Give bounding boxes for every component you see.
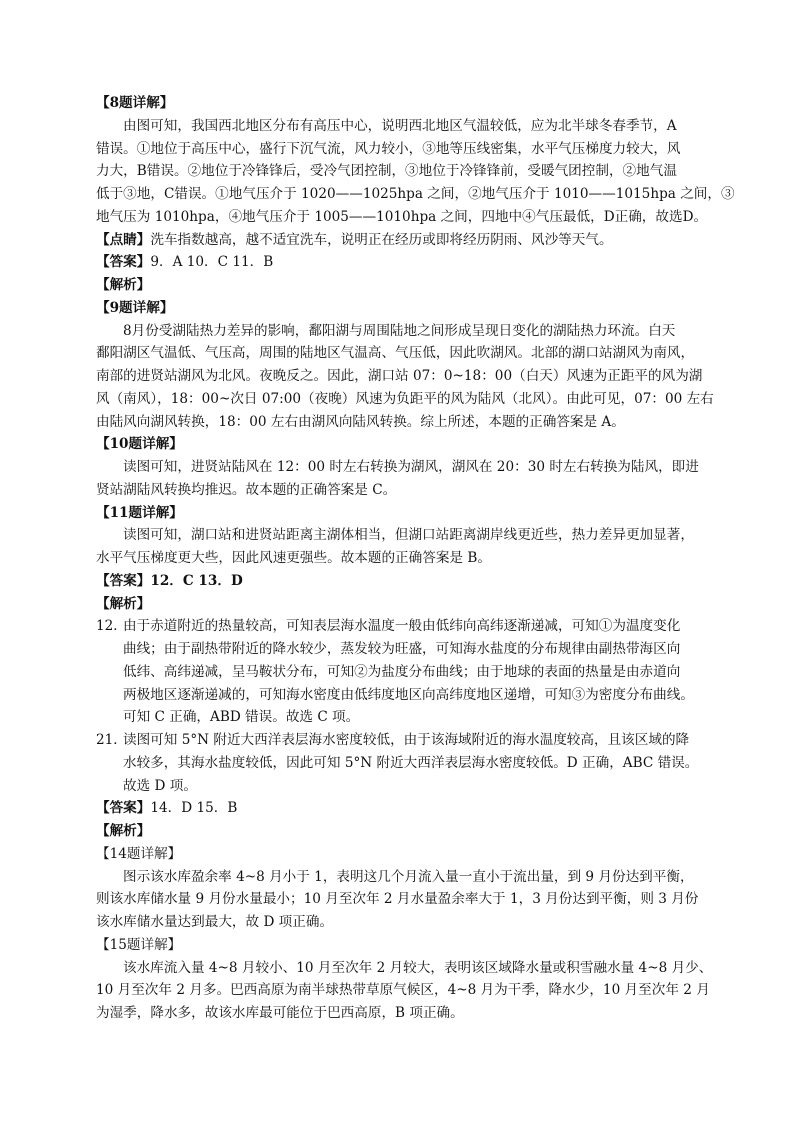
text-line xyxy=(96,638,708,661)
text-line xyxy=(96,570,708,593)
text-line xyxy=(96,911,708,934)
text-line xyxy=(96,1002,708,1025)
text-line xyxy=(96,706,708,729)
text-line xyxy=(96,92,708,115)
text-line xyxy=(96,479,708,502)
line-text: 图示该水库盈余率 4~8 月小于 1，表明这几个月流入量一直小于流出量，到 9 月份达到平衡， xyxy=(123,868,694,885)
line-text: 地气压为 1010hpa，④地气压介于 1005——1010hpa 之间，四地中④气压最低，D正确，故选D。 xyxy=(96,208,708,225)
text-line xyxy=(96,866,708,889)
line-text: 【解析】 xyxy=(96,595,151,612)
text-line xyxy=(96,433,708,456)
line-text: 低纬、高纬递减，呈马鞍状分布，可知②为盐度分布曲线；由于地球的表面的热量是由赤道向 xyxy=(123,663,681,680)
line-text: 由陆风向湖风转换，18：00 左右由湖风向陆风转换。综上所述，本题的正确答案是 A。 xyxy=(96,413,625,430)
text-line xyxy=(96,274,708,297)
line-text: 由图可知，我国西北地区分布有高压中心，说明西北地区气温较低，应为北半球冬春季节，A xyxy=(123,117,677,134)
text-line xyxy=(96,888,708,911)
line-text: 该水库流入量 4~8 月较小、10 月至次年 2 月较大，表明该区域降水量或积雪融水量 4~8 月少、 xyxy=(123,959,713,976)
line-text: 曲线；由于副热带附近的降水较少，蒸发较为旺盛，可知海水盐度的分布规律由副热带海区向 xyxy=(123,641,681,657)
item-number: 21． xyxy=(96,732,127,748)
text-line xyxy=(96,206,708,229)
answer-explanation-text xyxy=(96,92,735,1025)
line-text: 该水库储水量达到最大，故 D 项正确。 xyxy=(96,914,334,930)
section-label: 【点睛】 xyxy=(96,231,151,248)
line-text: 故选 D 项。 xyxy=(123,777,197,794)
text-line xyxy=(96,388,714,411)
line-text: 【14题详解】 xyxy=(96,845,182,862)
line-text: 南部的进贤站湖风为北风。夜晚反之。因此，湖口站 07：0~18：00（白天）风速为正距平的风为湖 xyxy=(96,368,703,384)
line-text: 【8题详解】 xyxy=(96,95,174,111)
line-text: 【解析】 xyxy=(96,277,151,293)
text-line xyxy=(96,661,708,684)
line-text: 【10题详解】 xyxy=(96,436,183,453)
line-text: 低于③地，C错误。①地气压介于 1020——1025hpa 之间，②地气压介于 1010——1015hpa 之间，③ xyxy=(96,186,735,202)
section-label: 【答案】 xyxy=(96,254,151,271)
line-text: 8月份受湖陆热力差异的影响，鄱阳湖与周围陆地之间形成呈现日变化的湖陆热力环流。白天 xyxy=(123,322,676,339)
text-line xyxy=(96,820,708,843)
text-line xyxy=(96,775,708,798)
line-text: 读图可知，进贤站陆风在 12：00 时左右转换为湖风，湖风在 20：30 时左右转换为陆风，即进 xyxy=(123,459,699,475)
text-line xyxy=(96,183,735,206)
text-line xyxy=(96,615,708,638)
text-line xyxy=(96,729,708,752)
text-line xyxy=(96,365,708,388)
line-text: 为湿季，降水多，故该水库最可能位于巴西高原，B 项正确。 xyxy=(96,1005,464,1021)
line-text: 读图可知 5°N 附近大西洋表层海水密度较低，由于该海域附近的海水温度较高，且该区域的降 xyxy=(123,732,690,748)
line-text: 读图可知，湖口站和进贤站距离主湖体相当，但湖口站距离湖岸线更近些，热力差异更加显著， xyxy=(123,527,694,544)
text-line xyxy=(96,342,708,365)
line-text: 【解析】 xyxy=(96,823,151,839)
section-label: 【答案】 xyxy=(96,800,151,817)
line-text: 力大，B错误。②地位于冷锋锋后，受冷气团控制，③地位于冷锋锋前，受暖气团控制，②地气温 xyxy=(96,163,677,180)
line-text: 鄱阳湖区气温低、气压高，周围的陆地区气温高、气压低，因此吹湖风。北部的湖口站湖风为南风， xyxy=(96,345,695,362)
text-line xyxy=(96,547,708,570)
text-line xyxy=(96,456,708,479)
text-line xyxy=(96,411,708,434)
text-line xyxy=(96,160,708,183)
text-line xyxy=(96,229,708,252)
line-text: 可知 C 正确，ABD 错误。故选 C 项。 xyxy=(123,709,360,726)
text-line xyxy=(96,684,708,707)
line-text: 水平气压梯度更大些，因此风速更强些。故本题的正确答案是 B。 xyxy=(96,550,491,566)
item-number: 12． xyxy=(96,618,127,635)
text-line xyxy=(96,752,708,775)
text-line xyxy=(96,502,708,525)
line-text: 由于赤道附近的热量较高，可知表层海水温度一般由低纬向高纬逐渐递减，可知①为温度变化 xyxy=(123,618,681,635)
line-text: 错误。①地位于高压中心，盛行下沉气流，风力较小，③地等压线密集，水平气压梯度力较大，风 xyxy=(96,140,681,157)
text-line xyxy=(96,138,708,161)
line-text: 则该水库储水量 9 月份水量最小；10 月至次年 2 月水量盈余率大于 1，3 月份达到平衡，则 3 月份 xyxy=(96,891,699,908)
text-line xyxy=(96,524,708,547)
text-line xyxy=(96,934,708,957)
line-text: 【答案】12．C 13．D xyxy=(96,572,243,589)
text-line xyxy=(96,843,708,866)
line-text: 14．D 15．B xyxy=(150,800,238,817)
text-line xyxy=(96,797,708,820)
text-line xyxy=(96,297,708,320)
text-line xyxy=(96,115,708,138)
line-text: 10 月至次年 2 月多。巴西高原为南半球热带草原气候区，4~8 月为干季，降水少，10 月至次年 2 月 xyxy=(96,982,710,999)
line-text: 【15题详解】 xyxy=(96,936,182,953)
line-text: 【9题详解】 xyxy=(96,299,174,316)
line-text: 贤站湖陆风转换均推迟。故本题的正确答案是 C。 xyxy=(96,481,397,498)
line-text: 洗车指数越高，越不适宜洗车，说明正在经历或即将经历阴雨、风沙等天气。 xyxy=(150,231,613,248)
line-text: 【11题详解】 xyxy=(96,504,183,521)
text-line xyxy=(96,593,708,616)
text-line xyxy=(96,979,708,1002)
text-line xyxy=(96,320,708,343)
line-text: 9．A 10．C 11．B xyxy=(150,254,274,271)
line-text: 两极地区逐渐递减的，可知海水密度由低纬度地区向高纬度地区递增，可知③为密度分布曲线。 xyxy=(123,686,694,703)
line-text: 水较多，其海水盐度较低，因此可知 5°N 附近大西洋表层海水密度较低。D 正确，ABC 错误。 xyxy=(123,754,699,771)
text-line xyxy=(96,957,713,980)
line-text: 风（南风），18：00~次日 07:00（夜晚）风速为负距平的风为陆风（北风）。由此可见，07：00 左右 xyxy=(96,390,714,407)
text-line xyxy=(96,251,708,274)
